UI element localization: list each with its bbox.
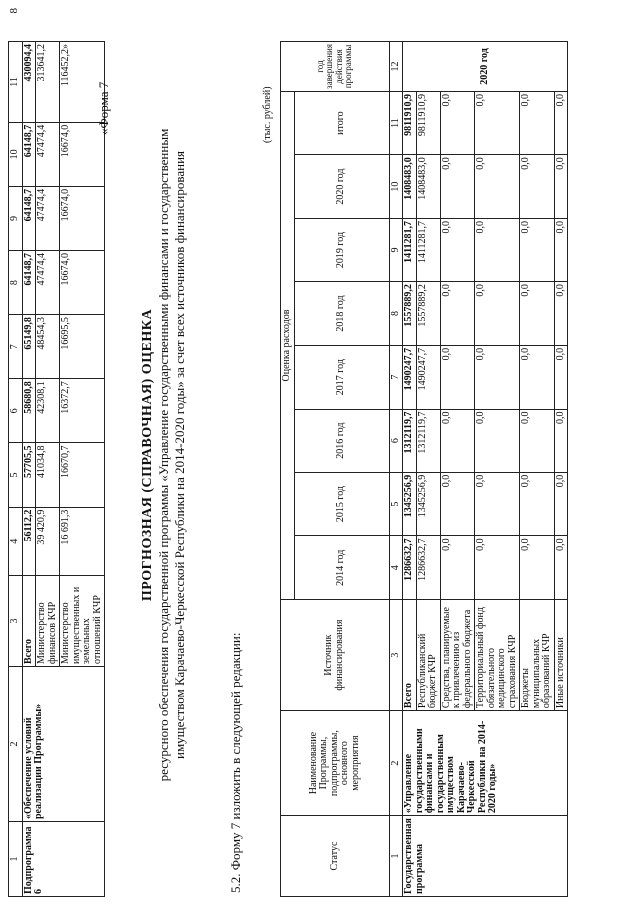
header-year: 2018 год — [294, 282, 389, 346]
col-number: 3 — [389, 600, 403, 711]
value-cell: 0,0 — [440, 91, 475, 154]
form-label: «Форма 7 — [96, 81, 111, 135]
value-cell: 0,0 — [554, 409, 568, 472]
source-cell: Территориальный фонд обязательного медицинского страхования КЧР — [475, 600, 520, 711]
table-header-row — [281, 42, 295, 897]
value-cell: 64148,7 — [22, 251, 36, 315]
col-number: 10 — [389, 155, 403, 219]
page-number: 8 — [8, 8, 20, 14]
value-cell: 16695,5 — [60, 315, 105, 379]
col-number: 1 — [389, 816, 403, 897]
value-cell: 58680,8 — [22, 379, 36, 443]
value-cell: 1411281,7 — [403, 218, 417, 281]
value-cell: 0,0 — [440, 345, 475, 409]
source-cell: Министерство имущественных и земельных отношений КЧР — [60, 576, 105, 667]
value-cell: 0,0 — [475, 218, 520, 281]
header-end-year: год завершения действия программы — [281, 42, 390, 92]
col-number: 6 — [389, 409, 403, 472]
title-line-2: ресурсного обеспечения государственной программы «Управление государственными финансами и государственным — [156, 128, 171, 782]
value-cell: 0,0 — [440, 472, 475, 536]
value-cell: 0,0 — [520, 91, 555, 154]
value-cell: 0,0 — [475, 345, 520, 409]
header-source: Источник финансирования — [281, 600, 390, 711]
source-cell: Всего — [22, 576, 36, 667]
source-cell: Средства, планируемые к привлечению из федерального бюджета — [440, 600, 475, 711]
value-cell: 0,0 — [440, 409, 475, 472]
col-header: 4 — [9, 507, 23, 575]
col-number: 8 — [389, 282, 403, 346]
value-cell: 48454,3 — [36, 315, 60, 379]
value-cell: 0,0 — [554, 91, 568, 154]
resource-estimate-table — [280, 41, 568, 897]
subprogram-name: «Обеспечение условий реализации Программы» — [22, 667, 105, 822]
value-cell: 16372,7 — [60, 379, 105, 443]
value-cell: 1286632,7 — [403, 536, 417, 600]
value-cell: 0,0 — [475, 409, 520, 472]
value-cell: 0,0 — [554, 155, 568, 219]
col-number: 7 — [389, 345, 403, 409]
value-cell: 0,0 — [554, 218, 568, 281]
value-cell: 0,0 — [440, 282, 475, 346]
header-year: 2015 год — [294, 472, 389, 536]
program-name-cell: «Управление государственными финансами и государственным имуществом Карачаево-Черкесской Республики на 2014-2020 годы» — [403, 711, 568, 816]
col-number: 12 — [389, 42, 403, 92]
value-cell: 0,0 — [554, 345, 568, 409]
header-year: 2014 год — [294, 536, 389, 600]
value-cell: 0,0 — [554, 536, 568, 600]
value-cell: 0,0 — [520, 155, 555, 219]
col-header: 1 — [9, 822, 23, 897]
source-cell: Всего — [403, 600, 417, 711]
value-cell: 16674,0 — [60, 122, 105, 186]
source-cell: Республиканский бюджет КЧР — [416, 600, 440, 711]
value-cell: 9811910,9 — [403, 91, 417, 154]
value-cell: 1490247,7 — [416, 345, 440, 409]
table-header-row — [9, 42, 23, 897]
col-number: 11 — [389, 91, 403, 154]
value-cell: 0,0 — [554, 282, 568, 346]
source-cell: Бюджеты муниципальных образований КЧР — [520, 600, 555, 711]
table-row — [22, 42, 36, 897]
col-header: 2 — [9, 667, 23, 822]
header-name: Наименование Программы, подпрограммы, основного мероприятия — [281, 711, 390, 816]
value-cell: 0,0 — [520, 282, 555, 346]
value-cell: 0,0 — [520, 409, 555, 472]
value-cell: 1286632,7 — [416, 536, 440, 600]
value-cell: 41034,8 — [36, 443, 60, 507]
title-line-3: имуществом Карачаево-Черкесской Республики на 2014-2020 годы» за счет всех источников финансирования — [172, 150, 187, 760]
value-cell: 0,0 — [475, 91, 520, 154]
units-label: (тыс. рублей) — [262, 86, 273, 143]
col-number: 5 — [389, 472, 403, 536]
value-cell: 0,0 — [475, 472, 520, 536]
header-year: 2016 год — [294, 409, 389, 472]
value-cell: 1490247,7 — [403, 345, 417, 409]
paragraph-5-2: 5.2. Форму 7 изложить в следующей редакции: — [228, 632, 243, 893]
value-cell: 313641,2 — [36, 42, 60, 123]
header-year: 2017 год — [294, 345, 389, 409]
value-cell: 0,0 — [440, 218, 475, 281]
value-cell: 0,0 — [475, 155, 520, 219]
value-cell: 47474,4 — [36, 122, 60, 186]
header-estimate: Оценка расходов — [281, 91, 295, 599]
header-status: Статус — [281, 816, 390, 897]
value-cell: 0,0 — [520, 345, 555, 409]
end-year-cell: 2020 год — [403, 42, 568, 92]
col-number: 9 — [389, 218, 403, 281]
value-cell: 0,0 — [440, 155, 475, 219]
col-header: 5 — [9, 443, 23, 507]
source-cell: Иные источники — [554, 600, 568, 711]
table-row — [403, 42, 417, 897]
value-cell: 64148,7 — [22, 122, 36, 186]
value-cell: 1345256,9 — [403, 472, 417, 536]
value-cell: 1312119,7 — [416, 409, 440, 472]
value-cell: 1557889,2 — [403, 282, 417, 346]
value-cell: 0,0 — [520, 472, 555, 536]
value-cell: 116452,2» — [60, 42, 105, 123]
col-number: 2 — [389, 711, 403, 816]
value-cell: 0,0 — [475, 536, 520, 600]
col-header: 6 — [9, 379, 23, 443]
value-cell: 1557889,2 — [416, 282, 440, 346]
value-cell: 39 420,9 — [36, 507, 60, 575]
col-header: 9 — [9, 186, 23, 250]
value-cell: 0,0 — [440, 536, 475, 600]
subprogram-label: Подпрограмма 6 — [22, 822, 105, 897]
value-cell: 57705,5 — [22, 443, 36, 507]
col-header: 8 — [9, 251, 23, 315]
column-number-row — [389, 42, 403, 897]
value-cell: 1312119,7 — [403, 409, 417, 472]
value-cell: 16670,7 — [60, 443, 105, 507]
value-cell: 9811910,9 — [416, 91, 440, 154]
header-year: 2019 год — [294, 218, 389, 281]
col-number: 4 — [389, 536, 403, 600]
col-header: 7 — [9, 315, 23, 379]
subprogram-table — [8, 41, 105, 897]
value-cell: 16 691,3 — [60, 507, 105, 575]
value-cell: 0,0 — [475, 282, 520, 346]
value-cell: 0,0 — [520, 218, 555, 281]
value-cell: 0,0 — [554, 472, 568, 536]
value-cell: 65149,8 — [22, 315, 36, 379]
value-cell: 47474,4 — [36, 251, 60, 315]
value-cell: 16674,0 — [60, 186, 105, 250]
value-cell: 1411281,7 — [416, 218, 440, 281]
title-main: ПРОГНОЗНАЯ (СПРАВОЧНАЯ) ОЦЕНКА — [140, 308, 155, 602]
document-title — [140, 35, 188, 875]
status-cell: Государственная программа — [403, 816, 568, 897]
value-cell: 47474,4 — [36, 186, 60, 250]
source-cell: Министерство финансов КЧР — [36, 576, 60, 667]
value-cell: 16674,0 — [60, 251, 105, 315]
value-cell: 56112,2 — [22, 507, 36, 575]
value-cell: 1345256,9 — [416, 472, 440, 536]
value-cell: 0,0 — [520, 536, 555, 600]
value-cell: 1408483,0 — [416, 155, 440, 219]
value-cell: 64148,7 — [22, 186, 36, 250]
value-cell: 430094,4 — [22, 42, 36, 123]
col-header: 10 — [9, 122, 23, 186]
value-cell: 1408483,0 — [403, 155, 417, 219]
col-header: 11 — [9, 42, 23, 123]
col-header: 3 — [9, 576, 23, 667]
value-cell: 42308,1 — [36, 379, 60, 443]
header-year: 2020 год — [294, 155, 389, 219]
header-total: итого — [294, 91, 389, 154]
